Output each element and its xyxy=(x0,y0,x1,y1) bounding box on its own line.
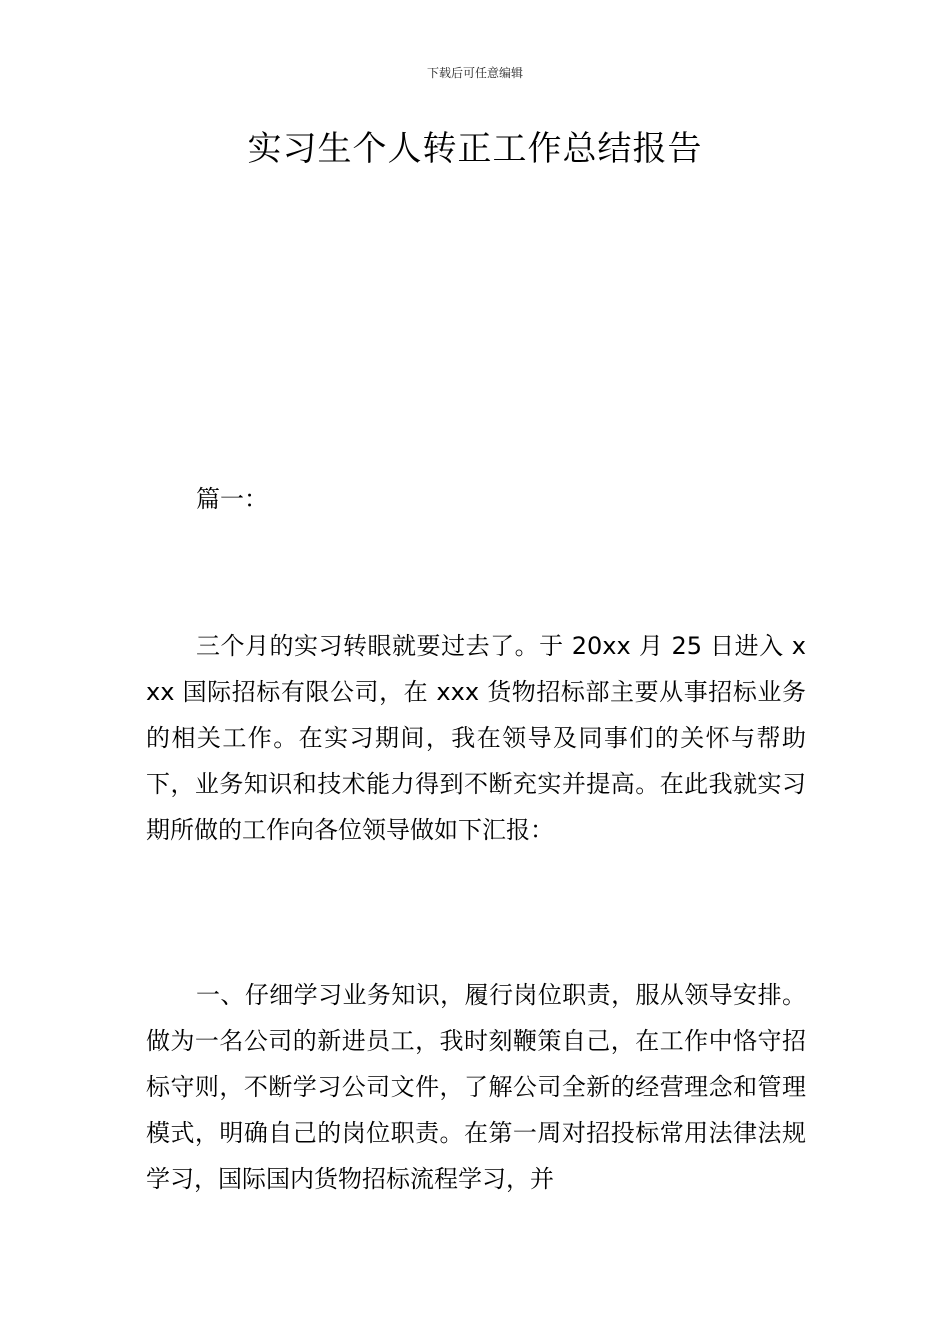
section-label: 篇一： xyxy=(196,485,268,513)
body-paragraph: 一、仔细学习业务知识，履行岗位职责，服从领导安排。做为一名公司的新进员工，我时刻鞭策自己，在工作中恪守招标守则，不断学习公司文件，了解公司全新的经营理念和管理模式，明确自己的岗位职责。在第一周对招投标常用法律法规学习，国际国内货物招标流程学习，并 xyxy=(146,981,806,1193)
header-note: 下载后可任意编辑 xyxy=(426,66,523,80)
document-title: 实习生个人转正工作总结报告 xyxy=(247,129,703,169)
body-paragraph: 三个月的实习转眼就要过去了。于 20xx 月 25 日进入 xxx 国际招标有限公司，在 xxx 货物招标部主要从事招标业务的相关工作。在实习期间，我在领导及同事们的关怀与帮助下，业务知识和技术能力得到不断充实并提高。在此我就实习期所做的工作向各位领导做如下汇报： xyxy=(146,632,806,844)
